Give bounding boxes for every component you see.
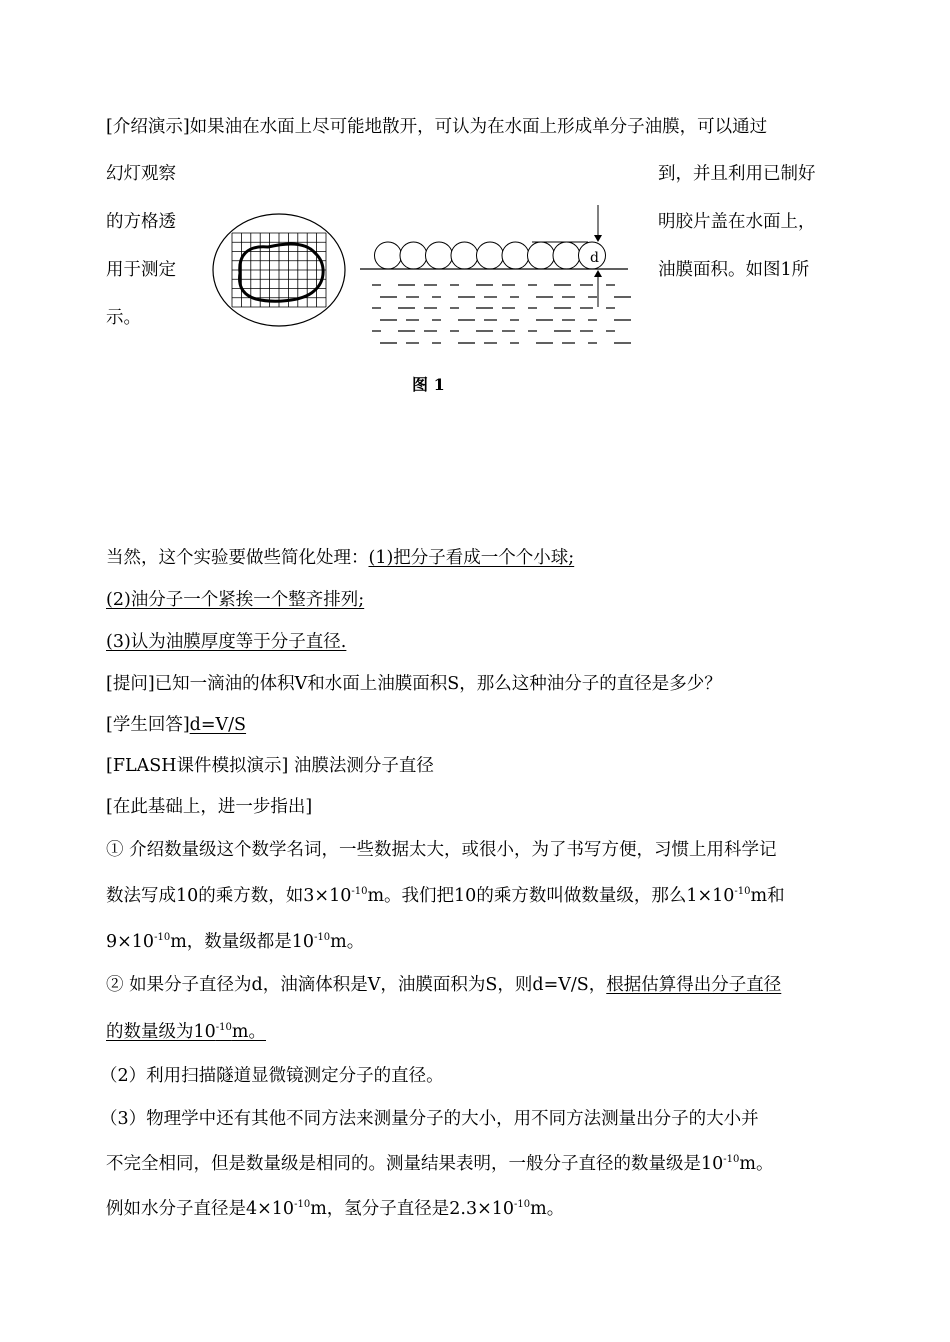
intro-left-1: 幻灯观察 [106, 164, 176, 184]
grid-plate-diagram [213, 214, 345, 326]
p4-line-3: 例如水分子直径是$4\times 10^{-10}m$，氢分子直径是$2.3\times 10^{-10}m$。 [106, 1199, 565, 1219]
simplify-item-3: (3)认为油膜厚度等于分子直径. [106, 632, 347, 652]
figure-caption: 图 1 [412, 375, 445, 394]
answer-line: [学生回答]d=V/S [106, 715, 247, 735]
intro-right-2: 明胶片盖在水面上， [658, 212, 816, 232]
p2-line-2: 的数量级为$10^{-10}m$。 [106, 1022, 266, 1042]
simplify-item-1: (1)把分子看成一个个小球; [368, 548, 575, 568]
intro-right-3: 油膜面积。如图1所 [658, 260, 810, 280]
p3-line: （2）利用扫描隧道显微镜测定分子的直径。 [100, 1066, 444, 1086]
intro-left-3: 用于测定 [106, 260, 176, 280]
diameter-label: d [590, 250, 599, 266]
intro-left-2: 的方格透 [106, 212, 176, 232]
flash-line: [FLASH课件模拟演示] 油膜法测分子直径 [106, 756, 434, 776]
oil-film-outline [240, 244, 324, 301]
p1-line-1: ① 介绍数量级这个数学名词，一些数据太大，或很小，为了书写方便，习惯上用科学记 [106, 840, 777, 860]
simplify-item-2: (2)油分子一个紧挨一个整齐排列; [106, 590, 365, 610]
intro-line-1: [介绍演示]如果油在水面上尽可能地散开，可认为在水面上形成单分子油膜，可以通过 [106, 117, 768, 137]
p1-line-2: 数法写成10的乘方数，如$3\times 10^{-10}m$。我们把10的乘方数叫做数量级，那么$1\times 10^{-10}m$和 [106, 886, 785, 906]
further-line: [在此基础上，进一步指出] [106, 797, 313, 817]
oil-film-figure [210, 205, 640, 355]
p2-line-1: ② 如果分子直径为d，油滴体积是V，油膜面积为S，则d=V/S，根据估算得出分子直径 [106, 975, 782, 995]
p1-line-3: $9\times 10^{-10}m$，数量级都是$10^{-10}m$。 [106, 932, 365, 952]
molecule-layer-diagram [360, 205, 631, 343]
p4-line-2: 不完全相同，但是数量级是相同的。测量结果表明，一般分子直径的数量级是$10^{-10}m$。 [106, 1154, 774, 1174]
answer-formula: d=V/S [189, 715, 247, 735]
question-line: [提问]已知一滴油的体积V和水面上油膜面积S，那么这种油分子的直径是多少？ [106, 674, 722, 694]
intro-right-1: 到，并且利用已制好 [658, 164, 816, 184]
simplify-line-1: 当然，这个实验要做些简化处理：(1)把分子看成一个个小球; [106, 548, 575, 568]
p4-line-1: （3）物理学中还有其他不同方法来测量分子的大小，用不同方法测量出分子的大小并 [100, 1109, 759, 1129]
intro-left-4: 示。 [106, 308, 141, 328]
